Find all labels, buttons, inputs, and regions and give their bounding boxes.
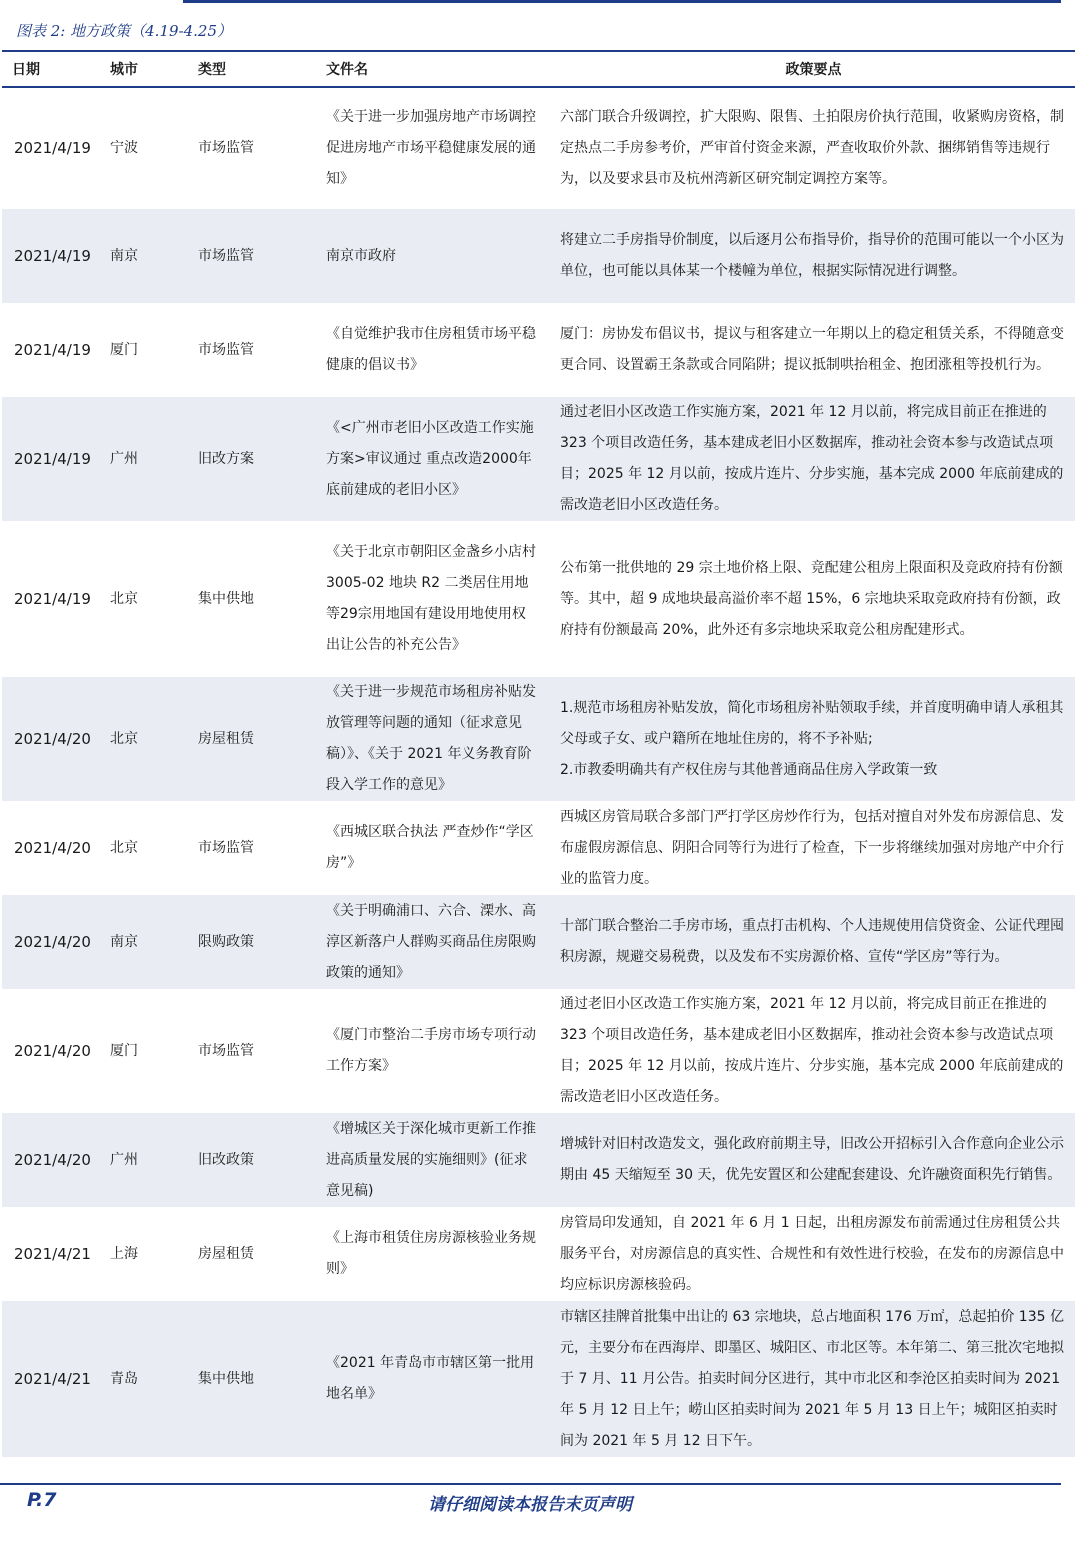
type-cell: 旧改方案 bbox=[188, 397, 316, 521]
policy-points-cell: 房管局印发通知，自 2021 年 6 月 1 日起，出租房源发布前需通过住房租赁公共服务平台，对房源信息的真实性、合规性和有效性进行校验，在发布的房源信息中均应标识房源核验码。 bbox=[552, 1207, 1075, 1301]
policy-points-cell: 将建立二手房指导价制度，以后逐月公布指导价，指导价的范围可能以一个小区为单位，也可能以具体某一个楼幢为单位，根据实际情况进行调整。 bbox=[552, 209, 1075, 303]
type-cell: 市场监管 bbox=[188, 303, 316, 397]
policy-points-cell: 西城区房管局联合多部门严打学区房炒作行为，包括对擅自对外发布房源信息、发布虚假房源信息、阴阳合同等行为进行了检查，下一步将继续加强对房地产中介行业的监管力度。 bbox=[552, 801, 1075, 895]
date-cell: 2021/4/20 bbox=[2, 677, 100, 801]
policy-points-cell: 增城针对旧村改造发文，强化政府前期主导，旧改公开招标引入合作意向企业公示期由 45 天缩短至 30 天，优先安置区和公建配套建设、允许融资面积先行销售。 bbox=[552, 1113, 1075, 1207]
file-name-cell: 《上海市租赁住房房源核验业务规则》 bbox=[316, 1207, 552, 1301]
policy-points-cell: 1.规范市场租房补贴发放，简化市场租房补贴领取手续，并首度明确申请人承租其父母或子女、或户籍所在地址住房的，将不予补贴; 2.市教委明确共有产权住房与其他普通商品住房入学政策一致 bbox=[552, 677, 1075, 801]
header-file: 文件名 bbox=[316, 51, 552, 87]
file-name-cell: 《<广州市老旧小区改造工作实施方案>审议通过 重点改造2000年底前建成的老旧小区》 bbox=[316, 397, 552, 521]
table-row bbox=[2, 801, 1075, 895]
city-cell: 广州 bbox=[100, 397, 188, 521]
table-row bbox=[2, 87, 1075, 209]
file-name-cell: 《关于北京市朝阳区金盏乡小店村 3005-02 地块 R2 二类居住用地等29宗用地国有建设用地使用权出让公告的补充公告》 bbox=[316, 521, 552, 677]
city-cell: 南京 bbox=[100, 209, 188, 303]
policy-points-cell: 厦门：房协发布倡议书，提议与租客建立一年期以上的稳定租赁关系，不得随意变更合同、设置霸王条款或合同陷阱；提议抵制哄抬租金、抱团涨租等投机行为。 bbox=[552, 303, 1075, 397]
type-cell: 房屋租赁 bbox=[188, 677, 316, 801]
table-row bbox=[2, 989, 1075, 1113]
date-cell: 2021/4/21 bbox=[2, 1207, 100, 1301]
page-number: P.7 bbox=[27, 1489, 57, 1511]
file-name-cell: 《关于明确浦口、六合、溧水、高淳区新落户人群购买商品住房限购政策的通知》 bbox=[316, 895, 552, 989]
type-cell: 集中供地 bbox=[188, 1301, 316, 1457]
date-cell: 2021/4/20 bbox=[2, 895, 100, 989]
city-cell: 宁波 bbox=[100, 87, 188, 209]
date-cell: 2021/4/19 bbox=[2, 521, 100, 677]
table-row bbox=[2, 397, 1075, 521]
city-cell: 广州 bbox=[100, 1113, 188, 1207]
bottom-rule bbox=[0, 1483, 1061, 1485]
top-rule bbox=[183, 0, 1061, 3]
table-row bbox=[2, 677, 1075, 801]
file-name-cell: 《关于进一步规范市场租房补贴发放管理等问题的通知（征求意见稿）》、《关于 2021 年义务教育阶段入学工作的意见》 bbox=[316, 677, 552, 801]
file-name-cell: 《西城区联合执法 严查炒作“学区房”》 bbox=[316, 801, 552, 895]
header-policy-points: 政策要点 bbox=[552, 51, 1075, 87]
city-cell: 北京 bbox=[100, 677, 188, 801]
file-name-cell: 《自觉维护我市住房租赁市场平稳健康的倡议书》 bbox=[316, 303, 552, 397]
table-row bbox=[2, 1301, 1075, 1457]
city-cell: 厦门 bbox=[100, 989, 188, 1113]
date-cell: 2021/4/19 bbox=[2, 397, 100, 521]
disclaimer-note: 请仔细阅读本报告末页声明 bbox=[428, 1495, 632, 1515]
date-cell: 2021/4/19 bbox=[2, 87, 100, 209]
header-date: 日期 bbox=[2, 51, 100, 87]
file-name-cell: 《增城区关于深化城市更新工作推进高质量发展的实施细则》(征求意见稿) bbox=[316, 1113, 552, 1207]
table-row bbox=[2, 1207, 1075, 1301]
policy-points-cell: 通过老旧小区改造工作实施方案，2021 年 12 月以前，将完成目前正在推进的 323 个项目改造任务，基本建成老旧小区数据库，推动社会资本参与改造试点项目；2025 年 12 月以前，按成片连片、分步实施，基本完成 2000 年底前建成的需改造老旧小区改造任务。 bbox=[552, 397, 1075, 521]
date-cell: 2021/4/20 bbox=[2, 1113, 100, 1207]
table-row bbox=[2, 303, 1075, 397]
city-cell: 上海 bbox=[100, 1207, 188, 1301]
policy-points-cell: 通过老旧小区改造工作实施方案，2021 年 12 月以前，将完成目前正在推进的 323 个项目改造任务，基本建成老旧小区数据库，推动社会资本参与改造试点项目；2025 年 12 月以前，按成片连片、分步实施，基本完成 2000 年底前建成的需改造老旧小区改造任务。 bbox=[552, 989, 1075, 1113]
file-name-cell: 南京市政府 bbox=[316, 209, 552, 303]
policy-table-container bbox=[2, 50, 1075, 1457]
table-row bbox=[2, 895, 1075, 989]
date-cell: 2021/4/21 bbox=[2, 1301, 100, 1457]
table-body bbox=[2, 87, 1075, 1457]
city-cell: 南京 bbox=[100, 895, 188, 989]
date-cell: 2021/4/19 bbox=[2, 303, 100, 397]
type-cell: 市场监管 bbox=[188, 209, 316, 303]
policy-points-cell: 市辖区挂牌首批集中出让的 63 宗地块，总占地面积 176 万㎡，总起拍价 135 亿元，主要分布在西海岸、即墨区、城阳区、市北区等。本年第二、第三批次宅地拟于 7 月、11 月公告。拍卖时间分区进行，其中市北区和李沧区拍卖时间为 2021 年 5 月 12 日上午；崂山区拍卖时间为 2021 年 5 月 13 日上午；城阳区拍卖时间为 2021 年 5 月 12 日下午。 bbox=[552, 1301, 1075, 1457]
file-name-cell: 《2021 年青岛市市辖区第一批用地名单》 bbox=[316, 1301, 552, 1457]
city-cell: 厦门 bbox=[100, 303, 188, 397]
file-name-cell: 《厦门市整治二手房市场专项行动工作方案》 bbox=[316, 989, 552, 1113]
header-type: 类型 bbox=[188, 51, 316, 87]
date-cell: 2021/4/20 bbox=[2, 801, 100, 895]
type-cell: 旧改政策 bbox=[188, 1113, 316, 1207]
city-cell: 北京 bbox=[100, 521, 188, 677]
type-cell: 限购政策 bbox=[188, 895, 316, 989]
policy-table bbox=[2, 50, 1075, 1457]
policy-points-cell: 十部门联合整治二手房市场，重点打击机构、个人违规使用信贷资金、公证代理囤积房源，规避交易税费，以及发布不实房源价格、宣传“学区房”等行为。 bbox=[552, 895, 1075, 989]
date-cell: 2021/4/19 bbox=[2, 209, 100, 303]
type-cell: 市场监管 bbox=[188, 989, 316, 1113]
policy-points-cell: 公布第一批供地的 29 宗土地价格上限、竞配建公租房上限面积及竞政府持有份额等。其中，超 9 成地块最高溢价率不超 15%，6 宗地块采取竞政府持有份额，政府持有份额最高 20%，此外还有多宗地块采取竞公租房配建形式。 bbox=[552, 521, 1075, 677]
figure-caption: 图表 2: 地方政策（4.19-4.25） bbox=[16, 22, 232, 40]
table-header-row bbox=[2, 51, 1075, 87]
type-cell: 房屋租赁 bbox=[188, 1207, 316, 1301]
date-cell: 2021/4/20 bbox=[2, 989, 100, 1113]
table-row bbox=[2, 521, 1075, 677]
type-cell: 市场监管 bbox=[188, 87, 316, 209]
city-cell: 北京 bbox=[100, 801, 188, 895]
table-row bbox=[2, 209, 1075, 303]
file-name-cell: 《关于进一步加强房地产市场调控促进房地产市场平稳健康发展的通知》 bbox=[316, 87, 552, 209]
policy-points-cell: 六部门联合升级调控，扩大限购、限售、土拍限房价执行范围，收紧购房资格，制定热点二手房参考价，严审首付资金来源，严查收取价外款、捆绑销售等违规行为，以及要求县市及杭州湾新区研究制定调控方案等。 bbox=[552, 87, 1075, 209]
table-row bbox=[2, 1113, 1075, 1207]
type-cell: 市场监管 bbox=[188, 801, 316, 895]
city-cell: 青岛 bbox=[100, 1301, 188, 1457]
type-cell: 集中供地 bbox=[188, 521, 316, 677]
header-city: 城市 bbox=[100, 51, 188, 87]
